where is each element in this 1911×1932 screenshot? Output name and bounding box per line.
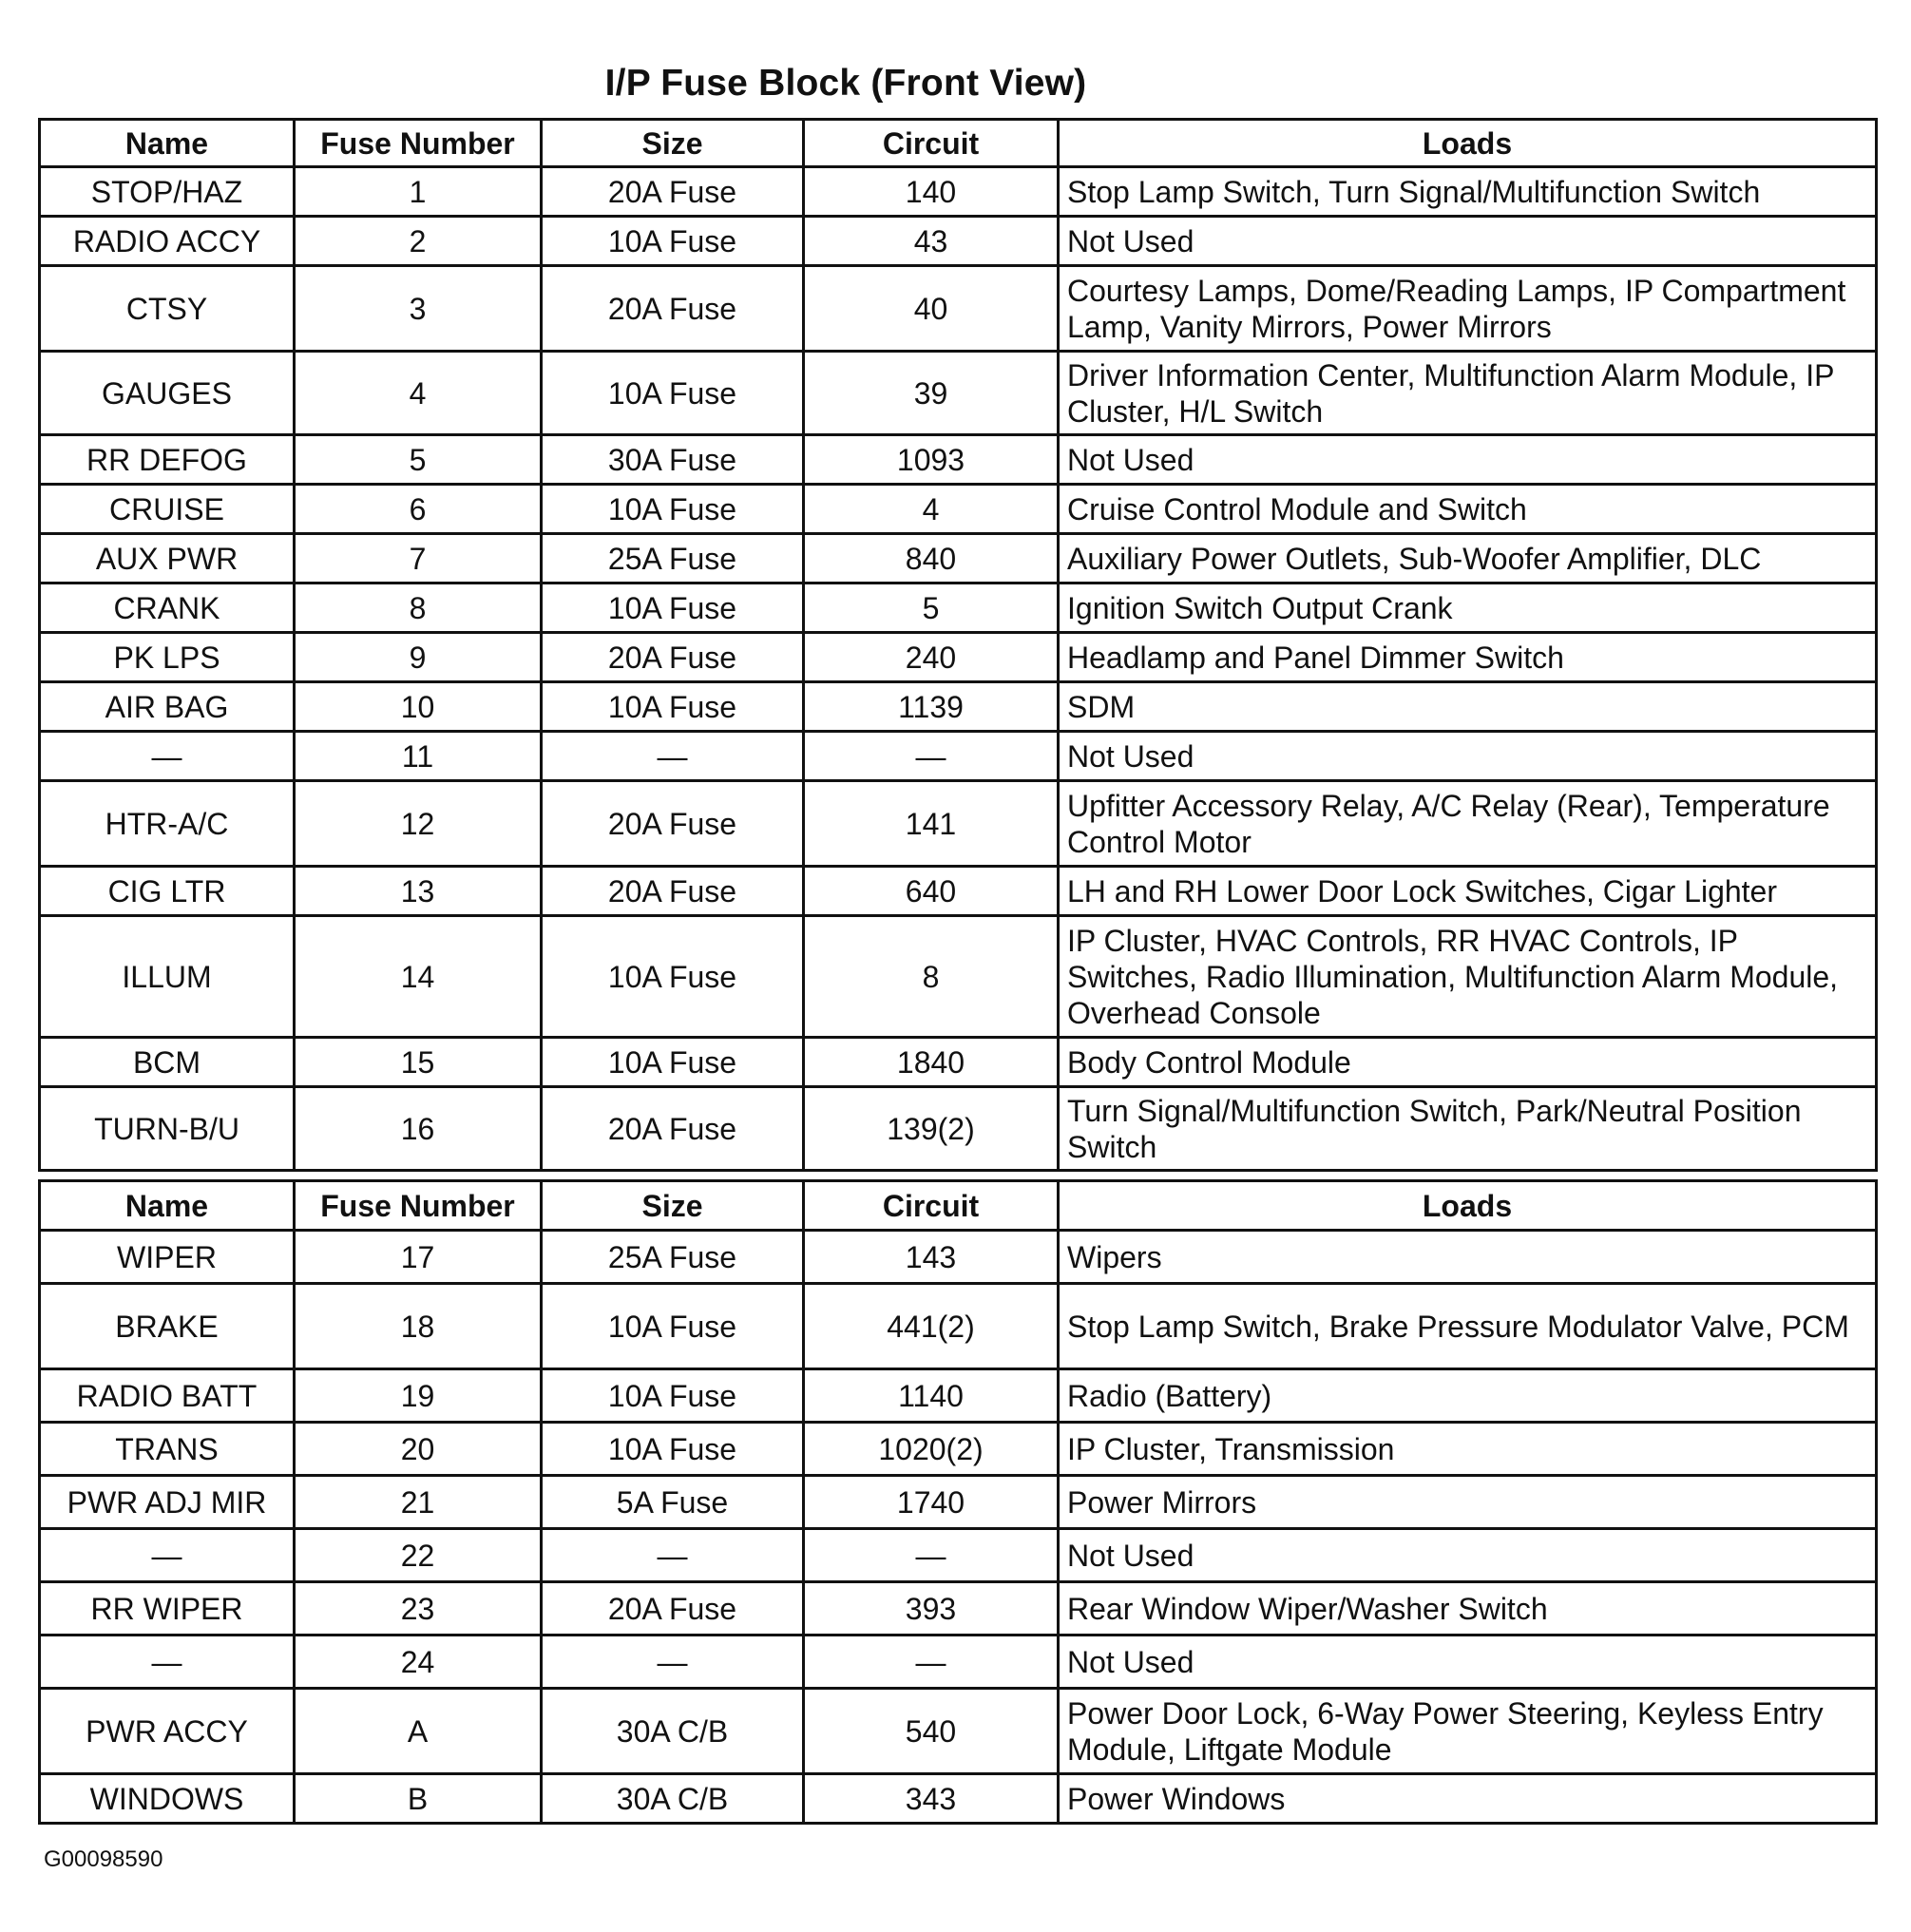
fuse-number-cell: 4	[295, 352, 542, 435]
circuit-cell: —	[804, 732, 1059, 781]
circuit-cell: 8	[804, 916, 1059, 1038]
fuse-size-cell: 25A Fuse	[542, 1231, 804, 1284]
loads-cell: Not Used	[1059, 435, 1877, 485]
header-circuit: Circuit	[804, 1181, 1059, 1231]
table-row	[40, 485, 1877, 534]
header-size: Size	[542, 1181, 804, 1231]
fuse-name-cell: BCM	[40, 1038, 295, 1087]
fuse-number-cell: 11	[295, 732, 542, 781]
circuit-cell: 39	[804, 352, 1059, 435]
fuse-name-cell: —	[40, 732, 295, 781]
fuse-number-cell: 6	[295, 485, 542, 534]
fuse-size-cell: 20A Fuse	[542, 781, 804, 867]
loads-cell: IP Cluster, HVAC Controls, RR HVAC Controls, IP Switches, Radio Illumination, Multifunction Alarm Module, Overhead Console	[1059, 916, 1877, 1038]
fuse-name-cell: CRUISE	[40, 485, 295, 534]
fuse-number-cell: 21	[295, 1476, 542, 1529]
fuse-size-cell: 30A C/B	[542, 1689, 804, 1774]
fuse-number-cell: 7	[295, 534, 542, 583]
fuse-size-cell: 20A Fuse	[542, 867, 804, 916]
table-row	[40, 1529, 1877, 1582]
loads-cell: Driver Information Center, Multifunction Alarm Module, IP Cluster, H/L Switch	[1059, 352, 1877, 435]
fuse-name-cell: —	[40, 1636, 295, 1689]
fuse-name-cell: AIR BAG	[40, 682, 295, 732]
table-row	[40, 867, 1877, 916]
table-row	[40, 781, 1877, 867]
fuse-table-lower	[38, 1179, 1878, 1825]
circuit-cell: 1840	[804, 1038, 1059, 1087]
fuse-number-cell: 17	[295, 1231, 542, 1284]
circuit-cell: 540	[804, 1689, 1059, 1774]
fuse-number-cell: 20	[295, 1423, 542, 1476]
fuse-size-cell: 20A Fuse	[542, 1582, 804, 1636]
fuse-name-cell: RR WIPER	[40, 1582, 295, 1636]
loads-cell: Cruise Control Module and Switch	[1059, 485, 1877, 534]
fuse-number-cell: 3	[295, 266, 542, 352]
fuse-number-cell: 23	[295, 1582, 542, 1636]
fuse-name-cell: WIPER	[40, 1231, 295, 1284]
fuse-name-cell: GAUGES	[40, 352, 295, 435]
fuse-number-cell: 1	[295, 167, 542, 217]
fuse-name-cell: —	[40, 1529, 295, 1582]
table-row	[40, 682, 1877, 732]
fuse-size-cell: 10A Fuse	[542, 1423, 804, 1476]
fuse-name-cell: CIG LTR	[40, 867, 295, 916]
circuit-cell: 43	[804, 217, 1059, 266]
loads-cell: Not Used	[1059, 1529, 1877, 1582]
circuit-cell: —	[804, 1529, 1059, 1582]
fuse-size-cell: 10A Fuse	[542, 352, 804, 435]
table-row	[40, 435, 1877, 485]
fuse-number-cell: B	[295, 1774, 542, 1824]
fuse-size-cell: 10A Fuse	[542, 1038, 804, 1087]
table-row	[40, 1689, 1877, 1774]
fuse-size-cell: 10A Fuse	[542, 682, 804, 732]
circuit-cell: 139(2)	[804, 1087, 1059, 1171]
table-row	[40, 167, 1877, 217]
fuse-number-cell: 10	[295, 682, 542, 732]
loads-cell: Not Used	[1059, 732, 1877, 781]
fuse-size-cell: 30A C/B	[542, 1774, 804, 1824]
page-title: I/P Fuse Block (Front View)	[604, 63, 1087, 104]
loads-cell: Radio (Battery)	[1059, 1369, 1877, 1423]
fuse-name-cell: BRAKE	[40, 1284, 295, 1369]
loads-cell: Not Used	[1059, 1636, 1877, 1689]
table-row	[40, 534, 1877, 583]
circuit-cell: 141	[804, 781, 1059, 867]
fuse-number-cell: 13	[295, 867, 542, 916]
fuse-number-cell: 9	[295, 633, 542, 682]
fuse-size-cell: —	[542, 732, 804, 781]
fuse-name-cell: CRANK	[40, 583, 295, 633]
fuse-name-cell: TURN-B/U	[40, 1087, 295, 1171]
fuse-name-cell: ILLUM	[40, 916, 295, 1038]
circuit-cell: 1020(2)	[804, 1423, 1059, 1476]
loads-cell: Upfitter Accessory Relay, A/C Relay (Rear), Temperature Control Motor	[1059, 781, 1877, 867]
loads-cell: Not Used	[1059, 217, 1877, 266]
fuse-name-cell: RADIO ACCY	[40, 217, 295, 266]
table-row	[40, 266, 1877, 352]
table-row	[40, 1231, 1877, 1284]
circuit-cell: 1740	[804, 1476, 1059, 1529]
table-row	[40, 1582, 1877, 1636]
fuse-name-cell: PK LPS	[40, 633, 295, 682]
circuit-cell: 5	[804, 583, 1059, 633]
header-loads: Loads	[1059, 120, 1877, 167]
loads-cell: Power Windows	[1059, 1774, 1877, 1824]
fuse-name-cell: AUX PWR	[40, 534, 295, 583]
circuit-cell: 240	[804, 633, 1059, 682]
fuse-size-cell: 10A Fuse	[542, 1369, 804, 1423]
loads-cell: Stop Lamp Switch, Brake Pressure Modulator Valve, PCM	[1059, 1284, 1877, 1369]
table-header-row	[40, 120, 1877, 167]
header-name: Name	[40, 120, 295, 167]
fuse-number-cell: 8	[295, 583, 542, 633]
fuse-size-cell: 20A Fuse	[542, 266, 804, 352]
fuse-name-cell: TRANS	[40, 1423, 295, 1476]
loads-cell: Ignition Switch Output Crank	[1059, 583, 1877, 633]
fuse-number-cell: A	[295, 1689, 542, 1774]
table-row	[40, 217, 1877, 266]
loads-cell: Auxiliary Power Outlets, Sub-Woofer Amplifier, DLC	[1059, 534, 1877, 583]
loads-cell: Rear Window Wiper/Washer Switch	[1059, 1582, 1877, 1636]
header-loads: Loads	[1059, 1181, 1877, 1231]
fuse-number-cell: 2	[295, 217, 542, 266]
circuit-cell: 143	[804, 1231, 1059, 1284]
fuse-number-cell: 18	[295, 1284, 542, 1369]
circuit-cell: 1139	[804, 682, 1059, 732]
circuit-cell: 441(2)	[804, 1284, 1059, 1369]
header-size: Size	[542, 120, 804, 167]
table-row	[40, 1423, 1877, 1476]
fuse-number-cell: 14	[295, 916, 542, 1038]
table-row	[40, 1038, 1877, 1087]
fuse-size-cell: 10A Fuse	[542, 916, 804, 1038]
loads-cell: SDM	[1059, 682, 1877, 732]
fuse-name-cell: RADIO BATT	[40, 1369, 295, 1423]
fuse-number-cell: 16	[295, 1087, 542, 1171]
table-row	[40, 1087, 1877, 1171]
fuse-number-cell: 12	[295, 781, 542, 867]
header-circuit: Circuit	[804, 120, 1059, 167]
fuse-number-cell: 15	[295, 1038, 542, 1087]
fuse-table-upper	[38, 118, 1878, 1172]
table-row	[40, 1636, 1877, 1689]
table-header-row	[40, 1181, 1877, 1231]
table-row	[40, 1284, 1877, 1369]
figure-code: G00098590	[44, 1846, 163, 1872]
header-fuse-number: Fuse Number	[295, 1181, 542, 1231]
loads-cell: Wipers	[1059, 1231, 1877, 1284]
loads-cell: Power Door Lock, 6-Way Power Steering, Keyless Entry Module, Liftgate Module	[1059, 1689, 1877, 1774]
fuse-size-cell: 10A Fuse	[542, 1284, 804, 1369]
circuit-cell: 4	[804, 485, 1059, 534]
fuse-size-cell: 10A Fuse	[542, 583, 804, 633]
circuit-cell: —	[804, 1636, 1059, 1689]
header-fuse-number: Fuse Number	[295, 120, 542, 167]
fuse-name-cell: CTSY	[40, 266, 295, 352]
circuit-cell: 343	[804, 1774, 1059, 1824]
fuse-size-cell: 20A Fuse	[542, 167, 804, 217]
fuse-number-cell: 22	[295, 1529, 542, 1582]
loads-cell: Power Mirrors	[1059, 1476, 1877, 1529]
table-row	[40, 732, 1877, 781]
loads-cell: IP Cluster, Transmission	[1059, 1423, 1877, 1476]
loads-cell: Turn Signal/Multifunction Switch, Park/Neutral Position Switch	[1059, 1087, 1877, 1171]
fuse-name-cell: PWR ADJ MIR	[40, 1476, 295, 1529]
fuse-name-cell: WINDOWS	[40, 1774, 295, 1824]
fuse-size-cell: 10A Fuse	[542, 485, 804, 534]
header-name: Name	[40, 1181, 295, 1231]
circuit-cell: 1140	[804, 1369, 1059, 1423]
fuse-name-cell: HTR-A/C	[40, 781, 295, 867]
fuse-size-cell: 20A Fuse	[542, 1087, 804, 1171]
table-row	[40, 633, 1877, 682]
fuse-name-cell: STOP/HAZ	[40, 167, 295, 217]
fuse-number-cell: 5	[295, 435, 542, 485]
circuit-cell: 393	[804, 1582, 1059, 1636]
fuse-size-cell: —	[542, 1529, 804, 1582]
fuse-size-cell: 20A Fuse	[542, 633, 804, 682]
table-row	[40, 1774, 1877, 1824]
fuse-size-cell: —	[542, 1636, 804, 1689]
circuit-cell: 140	[804, 167, 1059, 217]
circuit-cell: 40	[804, 266, 1059, 352]
fuse-size-cell: 10A Fuse	[542, 217, 804, 266]
table-row	[40, 352, 1877, 435]
table-row	[40, 916, 1877, 1038]
table-row	[40, 583, 1877, 633]
fuse-number-cell: 19	[295, 1369, 542, 1423]
fuse-name-cell: RR DEFOG	[40, 435, 295, 485]
table-row	[40, 1369, 1877, 1423]
fuse-size-cell: 25A Fuse	[542, 534, 804, 583]
fuse-number-cell: 24	[295, 1636, 542, 1689]
loads-cell: Courtesy Lamps, Dome/Reading Lamps, IP Compartment Lamp, Vanity Mirrors, Power Mirrors	[1059, 266, 1877, 352]
fuse-size-cell: 30A Fuse	[542, 435, 804, 485]
fuse-name-cell: PWR ACCY	[40, 1689, 295, 1774]
fuse-size-cell: 5A Fuse	[542, 1476, 804, 1529]
circuit-cell: 1093	[804, 435, 1059, 485]
circuit-cell: 840	[804, 534, 1059, 583]
circuit-cell: 640	[804, 867, 1059, 916]
loads-cell: LH and RH Lower Door Lock Switches, Cigar Lighter	[1059, 867, 1877, 916]
loads-cell: Stop Lamp Switch, Turn Signal/Multifunction Switch	[1059, 167, 1877, 217]
table-row	[40, 1476, 1877, 1529]
loads-cell: Headlamp and Panel Dimmer Switch	[1059, 633, 1877, 682]
loads-cell: Body Control Module	[1059, 1038, 1877, 1087]
